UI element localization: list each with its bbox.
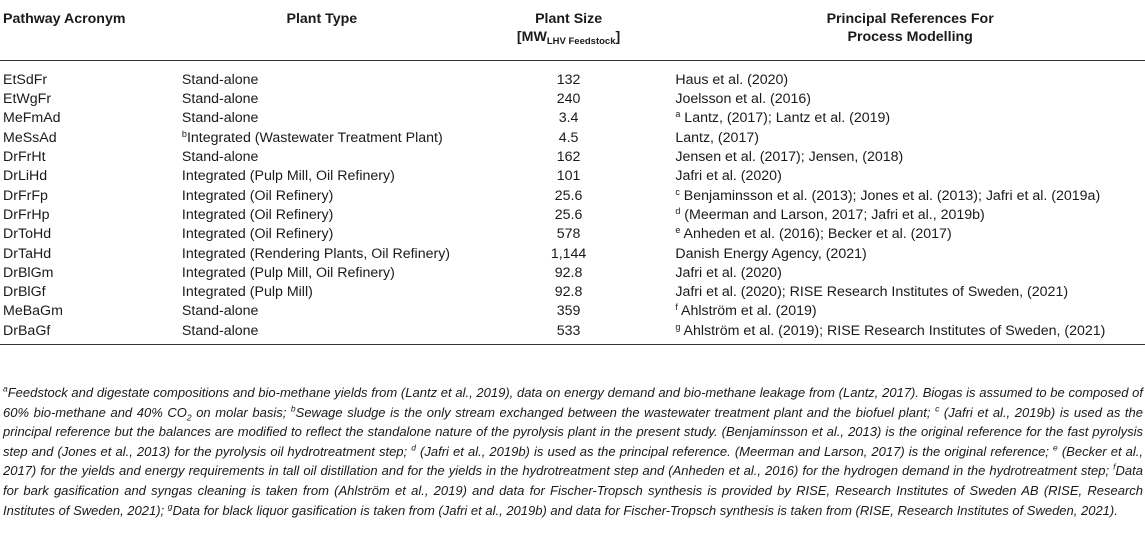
reference-text: Ahlström et al. (2019) [677, 303, 817, 320]
header-pathway-acronym: Pathway Acronym [3, 11, 126, 27]
footnote-b-text: Sewage sludge is the only stream exchanged between the wastewater treatment plant and the biofuel plant; [295, 404, 936, 420]
cell-pathway-acronym: DrBlGf [3, 284, 46, 301]
cell-pathway-acronym: DrLiHd [3, 168, 48, 185]
cell-plant-size: 101 [556, 168, 581, 185]
plant-type-footnote-marker: b [181, 128, 187, 139]
cell-principal-references [675, 282, 1145, 301]
cell-pathway-acronym: DrTaHd [3, 245, 52, 262]
plant-type-text: Integrated (Pulp Mill, Oil Refinery) [181, 264, 395, 281]
reference-text: Lantz, (2017) [675, 129, 759, 146]
plant-type-text: Stand-alone [181, 149, 259, 166]
cell-plant-type [182, 244, 462, 263]
header-principal-references [675, 0, 1145, 60]
table-row [0, 167, 1145, 186]
cell-plant-size: 92.8 [554, 264, 583, 281]
cell-pathway-acronym: EtWgFr [3, 91, 52, 108]
cell-principal-references [675, 147, 1145, 166]
cell-plant-type [182, 167, 462, 186]
cell-pathway-acronym: DrBlGm [3, 264, 54, 281]
cell-principal-references [675, 225, 1145, 244]
plant-type-text: Integrated (Rendering Plants, Oil Refinery) [181, 245, 451, 262]
cell-pathway-acronym: MeFmAd [3, 110, 61, 127]
cell-plant-type [182, 205, 462, 224]
plant-type-text: Integrated (Pulp Mill, Oil Refinery) [181, 168, 395, 185]
cell-plant-size: 162 [556, 149, 581, 166]
cell-plant-size: 132 [556, 72, 581, 88]
footnote-a-marker: a [3, 383, 8, 394]
header-references-line1: Principal References For [826, 11, 994, 27]
cell-principal-references [675, 60, 1145, 90]
footnote-d-marker: d [411, 442, 416, 453]
reference-text: Joelsson et al. (2016) [675, 91, 811, 108]
reference-text: Ahlström et al. (2019); RISE Research Institutes of Sweden, (2021) [680, 322, 1106, 339]
reference-footnote-marker: f [675, 302, 678, 313]
cell-pathway-acronym: MeSsAd [3, 129, 57, 146]
header-plant-size-unit-sub: LHV Feedstock [546, 35, 616, 47]
cell-principal-references [675, 167, 1145, 186]
table-row [0, 90, 1145, 109]
cell-plant-type [182, 282, 462, 301]
header-references-line2: Process Modelling [847, 28, 973, 45]
reference-footnote-marker: g [675, 321, 681, 332]
cell-plant-type [182, 90, 462, 109]
table-row [0, 263, 1145, 282]
footnote-e-marker: e [1053, 442, 1058, 453]
cell-plant-type [182, 186, 462, 205]
cell-principal-references [675, 128, 1145, 147]
cell-plant-size: 359 [556, 303, 581, 320]
plant-type-text: Integrated (Oil Refinery) [181, 206, 334, 223]
reference-footnote-marker: e [675, 225, 681, 236]
reference-text: Lantz, (2017); Lantz et al. (2019) [680, 110, 891, 127]
header-plant-size-line1: Plant Size [535, 11, 603, 27]
table-row [0, 244, 1145, 263]
cell-plant-size: 533 [556, 322, 581, 339]
footnote-f-marker: f [1113, 462, 1116, 473]
cell-plant-size: 4.5 [558, 129, 579, 146]
reference-footnote-marker: d [675, 205, 681, 216]
footnote-e-text: (Becker et al., 2017) for the yields and energy requirements in tall oil distillation and for the yields in the hydrotreatment step and (Anheden et al., 2016) for the hydrogen demand in the hydrotreatment step; [3, 443, 1143, 479]
table-body [0, 60, 1145, 345]
footnote-a-text: Feedstock and digestate compositions and bio-methane yields from (Lantz et al., 2019), data on energy demand and bio-methane leakage from (Lantz, 2017). Biogas is assumed to be composed of 60% bio-methane and 40% CO [3, 385, 1143, 420]
reference-text: Haus et al. (2020) [675, 72, 789, 88]
reference-footnote-marker: a [675, 109, 681, 120]
footnote-d-text: (Jafri et al., 2019b) is used as the principal reference. (Meerman and Larson, 2017) is the original reference; [415, 443, 1054, 459]
plant-type-text: Stand-alone [181, 110, 259, 127]
cell-principal-references [675, 109, 1145, 128]
reference-footnote-marker: c [675, 186, 680, 197]
cell-pathway-acronym: DrFrHp [3, 206, 50, 223]
cell-plant-type [182, 109, 462, 128]
table-row [0, 186, 1145, 205]
cell-plant-type [182, 263, 462, 282]
header-plant-size-unit-post: ] [615, 28, 621, 45]
cell-plant-size: 25.6 [554, 206, 583, 223]
cell-plant-size: 578 [556, 226, 581, 243]
plant-type-text: Stand-alone [181, 303, 259, 320]
cell-pathway-acronym: MeBaGm [3, 303, 63, 320]
cell-principal-references [675, 186, 1145, 205]
cell-principal-references [675, 244, 1145, 263]
cell-pathway-acronym: DrFrHt [3, 149, 46, 166]
footnote-a-tail: on molar basis; [191, 404, 291, 420]
cell-pathway-acronym: DrFrFp [3, 187, 48, 204]
reference-text: (Meerman and Larson, 2017; Jafri et al., 2019b) [680, 206, 985, 223]
table-row [0, 302, 1145, 321]
cell-plant-type [182, 128, 462, 147]
plant-type-text: Stand-alone [181, 91, 259, 108]
cell-principal-references [675, 263, 1145, 282]
reference-text: Jafri et al. (2020) [675, 168, 782, 185]
reference-text: Jensen et al. (2017); Jensen, (2018) [675, 149, 904, 166]
plant-type-text: Integrated (Wastewater Treatment Plant) [186, 129, 443, 146]
table-row [0, 147, 1145, 166]
table-row [0, 205, 1145, 224]
header-row [0, 0, 1145, 60]
header-plant-size [462, 0, 676, 60]
reference-text: Danish Energy Agency, (2021) [675, 245, 867, 262]
table-row [0, 60, 1145, 90]
footnote-a-subscript: 2 [186, 412, 192, 423]
table-row [0, 321, 1145, 345]
table-row [0, 225, 1145, 244]
table-row [0, 109, 1145, 128]
table-footnotes [3, 383, 1143, 520]
reference-text: Jafri et al. (2020); RISE Research Institutes of Sweden, (2021) [675, 284, 1069, 301]
plant-type-text: Integrated (Pulp Mill) [181, 284, 313, 301]
cell-pathway-acronym: DrToHd [3, 226, 52, 243]
cell-plant-size: 92.8 [554, 284, 583, 301]
footnote-c-text: (Jafri et al., 2019b) is used as the principal reference but the balances are modified to reflect the standalone nature of the pyrolysis plant in the present study. (Benjaminsson et al., 2013) is the original reference for the fast pyrolysis step and (Jones et al., 2013) for the pyrolysis oil hydrotreatment step; [3, 404, 1144, 459]
cell-principal-references [675, 302, 1145, 321]
cell-pathway-acronym: DrBaGf [3, 322, 51, 339]
plant-type-text: Stand-alone [181, 322, 259, 339]
cell-plant-size: 240 [556, 91, 581, 108]
footnote-c-marker: c [935, 403, 940, 414]
plant-type-text: Integrated (Oil Refinery) [181, 187, 334, 204]
reference-text: Anheden et al. (2016); Becker et al. (2017) [680, 226, 952, 243]
cell-principal-references [675, 90, 1145, 109]
cell-plant-type [182, 147, 462, 166]
cell-plant-size: 1,144 [550, 245, 587, 262]
reference-text: Jafri et al. (2020) [675, 264, 782, 281]
cell-plant-type [182, 302, 462, 321]
footnote-b-marker: b [290, 403, 296, 414]
footnote-g-marker: g [167, 501, 173, 512]
table-row [0, 282, 1145, 301]
footnote-g-text: Data for black liquor gasification is taken from (Jafri et al., 2019b) and data for Fischer-Tropsch synthesis is taken from (RISE, Research Institutes of Sweden, 2021). [172, 502, 1118, 518]
table-row [0, 128, 1145, 147]
cell-plant-type [182, 321, 462, 345]
plant-type-text: Integrated (Oil Refinery) [181, 226, 334, 243]
plant-type-text: Stand-alone [181, 72, 259, 88]
footnote-f-text: Data for bark gasification and syngas cleaning is taken from (Ahlström et al., 2019) and data for Fischer-Tropsch synthesis is provided by RISE, Research Institutes of Sweden AB (RISE, Research Institutes of Sweden, 2021); [3, 463, 1143, 518]
header-plant-type: Plant Type [286, 11, 358, 27]
cell-plant-size: 25.6 [554, 187, 583, 204]
cell-plant-type [182, 225, 462, 244]
cell-pathway-acronym: EtSdFr [3, 72, 48, 88]
cell-principal-references [675, 321, 1145, 345]
header-plant-size-unit-pre: [MW [516, 28, 547, 45]
reference-text: Benjaminsson et al. (2013); Jones et al. (2013); Jafri et al. (2019a) [679, 187, 1101, 204]
cell-principal-references [675, 205, 1145, 224]
cell-plant-size: 3.4 [558, 110, 579, 127]
cell-plant-type [182, 60, 462, 90]
